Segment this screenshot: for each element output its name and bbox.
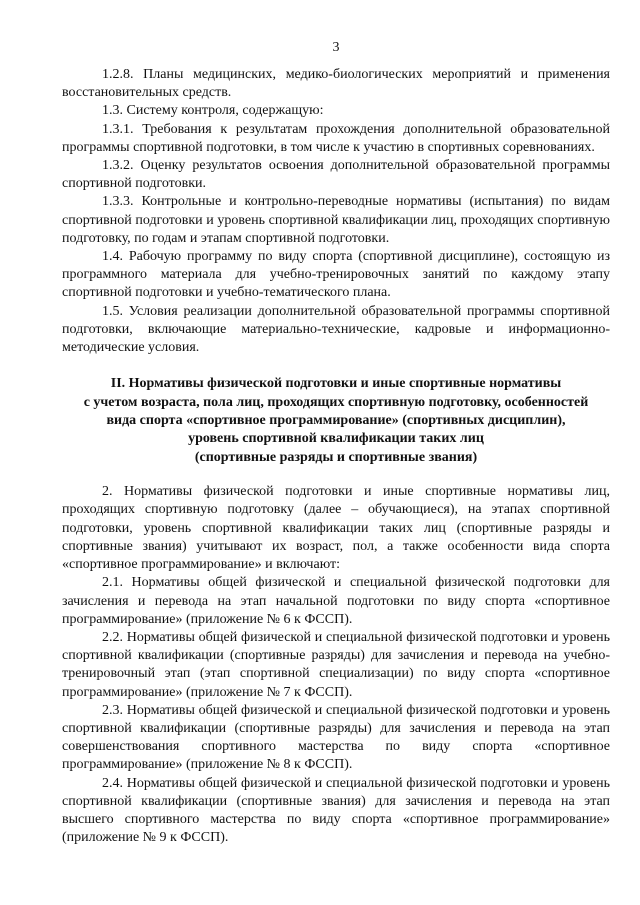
paragraph-1-3: 1.3. Систему контроля, содержащую: bbox=[102, 103, 324, 119]
paragraph-2-4: 2.4. Нормативы общей физической и специальной физической подготовки и уровень спортивной квалификации (спортивные звания) для зачисления и перевода на этап высшего спортивного мастерства по виду спорта «спортивное программирование» (приложение № 9 к ФССП). bbox=[62, 775, 610, 846]
heading-line: с учетом возраста, пола лиц, проходящих спортивную подготовку, особенностей bbox=[83, 394, 589, 410]
paragraph-1-5: 1.5. Условия реализации дополнительной образовательной программы спортивной подготовки, включающие материально-технические, кадровые и информационно-методические условия. bbox=[62, 303, 610, 356]
page-number: 3 bbox=[332, 40, 340, 55]
paragraph-1-3-1: 1.3.1. Требования к результатам прохождения дополнительной образовательной программы спортивной подготовки, в том числе к участию в спортивных соревнованиях. bbox=[62, 121, 610, 155]
paragraph-1-2-8: 1.2.8. Планы медицинских, медико-биологических мероприятий и применения восстановительных средств. bbox=[62, 67, 610, 101]
section-2-body bbox=[62, 483, 610, 847]
paragraph-1-3-2: 1.3.2. Оценку результатов освоения дополнительной образовательной программы спортивной подготовки. bbox=[62, 158, 610, 192]
paragraph-1-4: 1.4. Рабочую программу по виду спорта (спортивной дисциплине), состоящую из программного материала для учебно-тренировочных занятий по каждому этапу спортивной подготовки и учебно-тематического плана. bbox=[62, 249, 610, 301]
section-1-body bbox=[62, 66, 610, 357]
paragraph-2: 2. Нормативы физической подготовки и иные спортивные нормативы лиц, проходящих спортивную подготовку (далее – обучающиеся), на этапах спортивной подготовки, уровень спортивной квалификации таких лиц (спортивные разряды и спортивные звания) учитывают их возраст, пол, а также особенности вида спорта «спортивное программирование» и включают: bbox=[62, 484, 610, 573]
heading-line: уровень спортивной квалификации таких лиц bbox=[188, 431, 484, 447]
heading-line: II. Нормативы физической подготовки и иные спортивные нормативы bbox=[110, 376, 562, 392]
paragraph-1-3-3: 1.3.3. Контрольные и контрольно-переводные нормативы (испытания) по видам спортивной подготовки и уровень спортивной квалификации лиц, проходящих спортивную подготовку, по годам и этапам спортивной подготовки. bbox=[62, 194, 610, 246]
paragraph-2-1: 2.1. Нормативы общей физической и специальной физической подготовки для зачисления и перевода на этап начальной подготовки по виду спорта «спортивное программирование» (приложение № 6 к ФССП). bbox=[62, 575, 610, 627]
paragraph-2-3: 2.3. Нормативы общей физической и специальной физической подготовки и уровень спортивной квалификации (спортивные разряды) для зачисления и перевода на этап совершенствования спортивного мастерства по виду спорта «спортивное программирование» (приложение № 8 к ФССП). bbox=[62, 702, 610, 773]
heading-line: (спортивные разряды и спортивные звания) bbox=[194, 449, 478, 465]
paragraph-2-2: 2.2. Нормативы общей физической и специальной физической подготовки и уровень спортивной квалификации (спортивные разряды) для зачисления и перевода на учебно-тренировочный этап (этап спортивной специализации) по виду спорта «спортивное программирование» (приложение № 7 к ФССП). bbox=[62, 629, 610, 700]
document-page bbox=[62, 40, 610, 847]
section-2-heading bbox=[62, 375, 610, 467]
heading-line: вида спорта «спортивное программирование» (спортивных дисциплин), bbox=[106, 413, 566, 429]
